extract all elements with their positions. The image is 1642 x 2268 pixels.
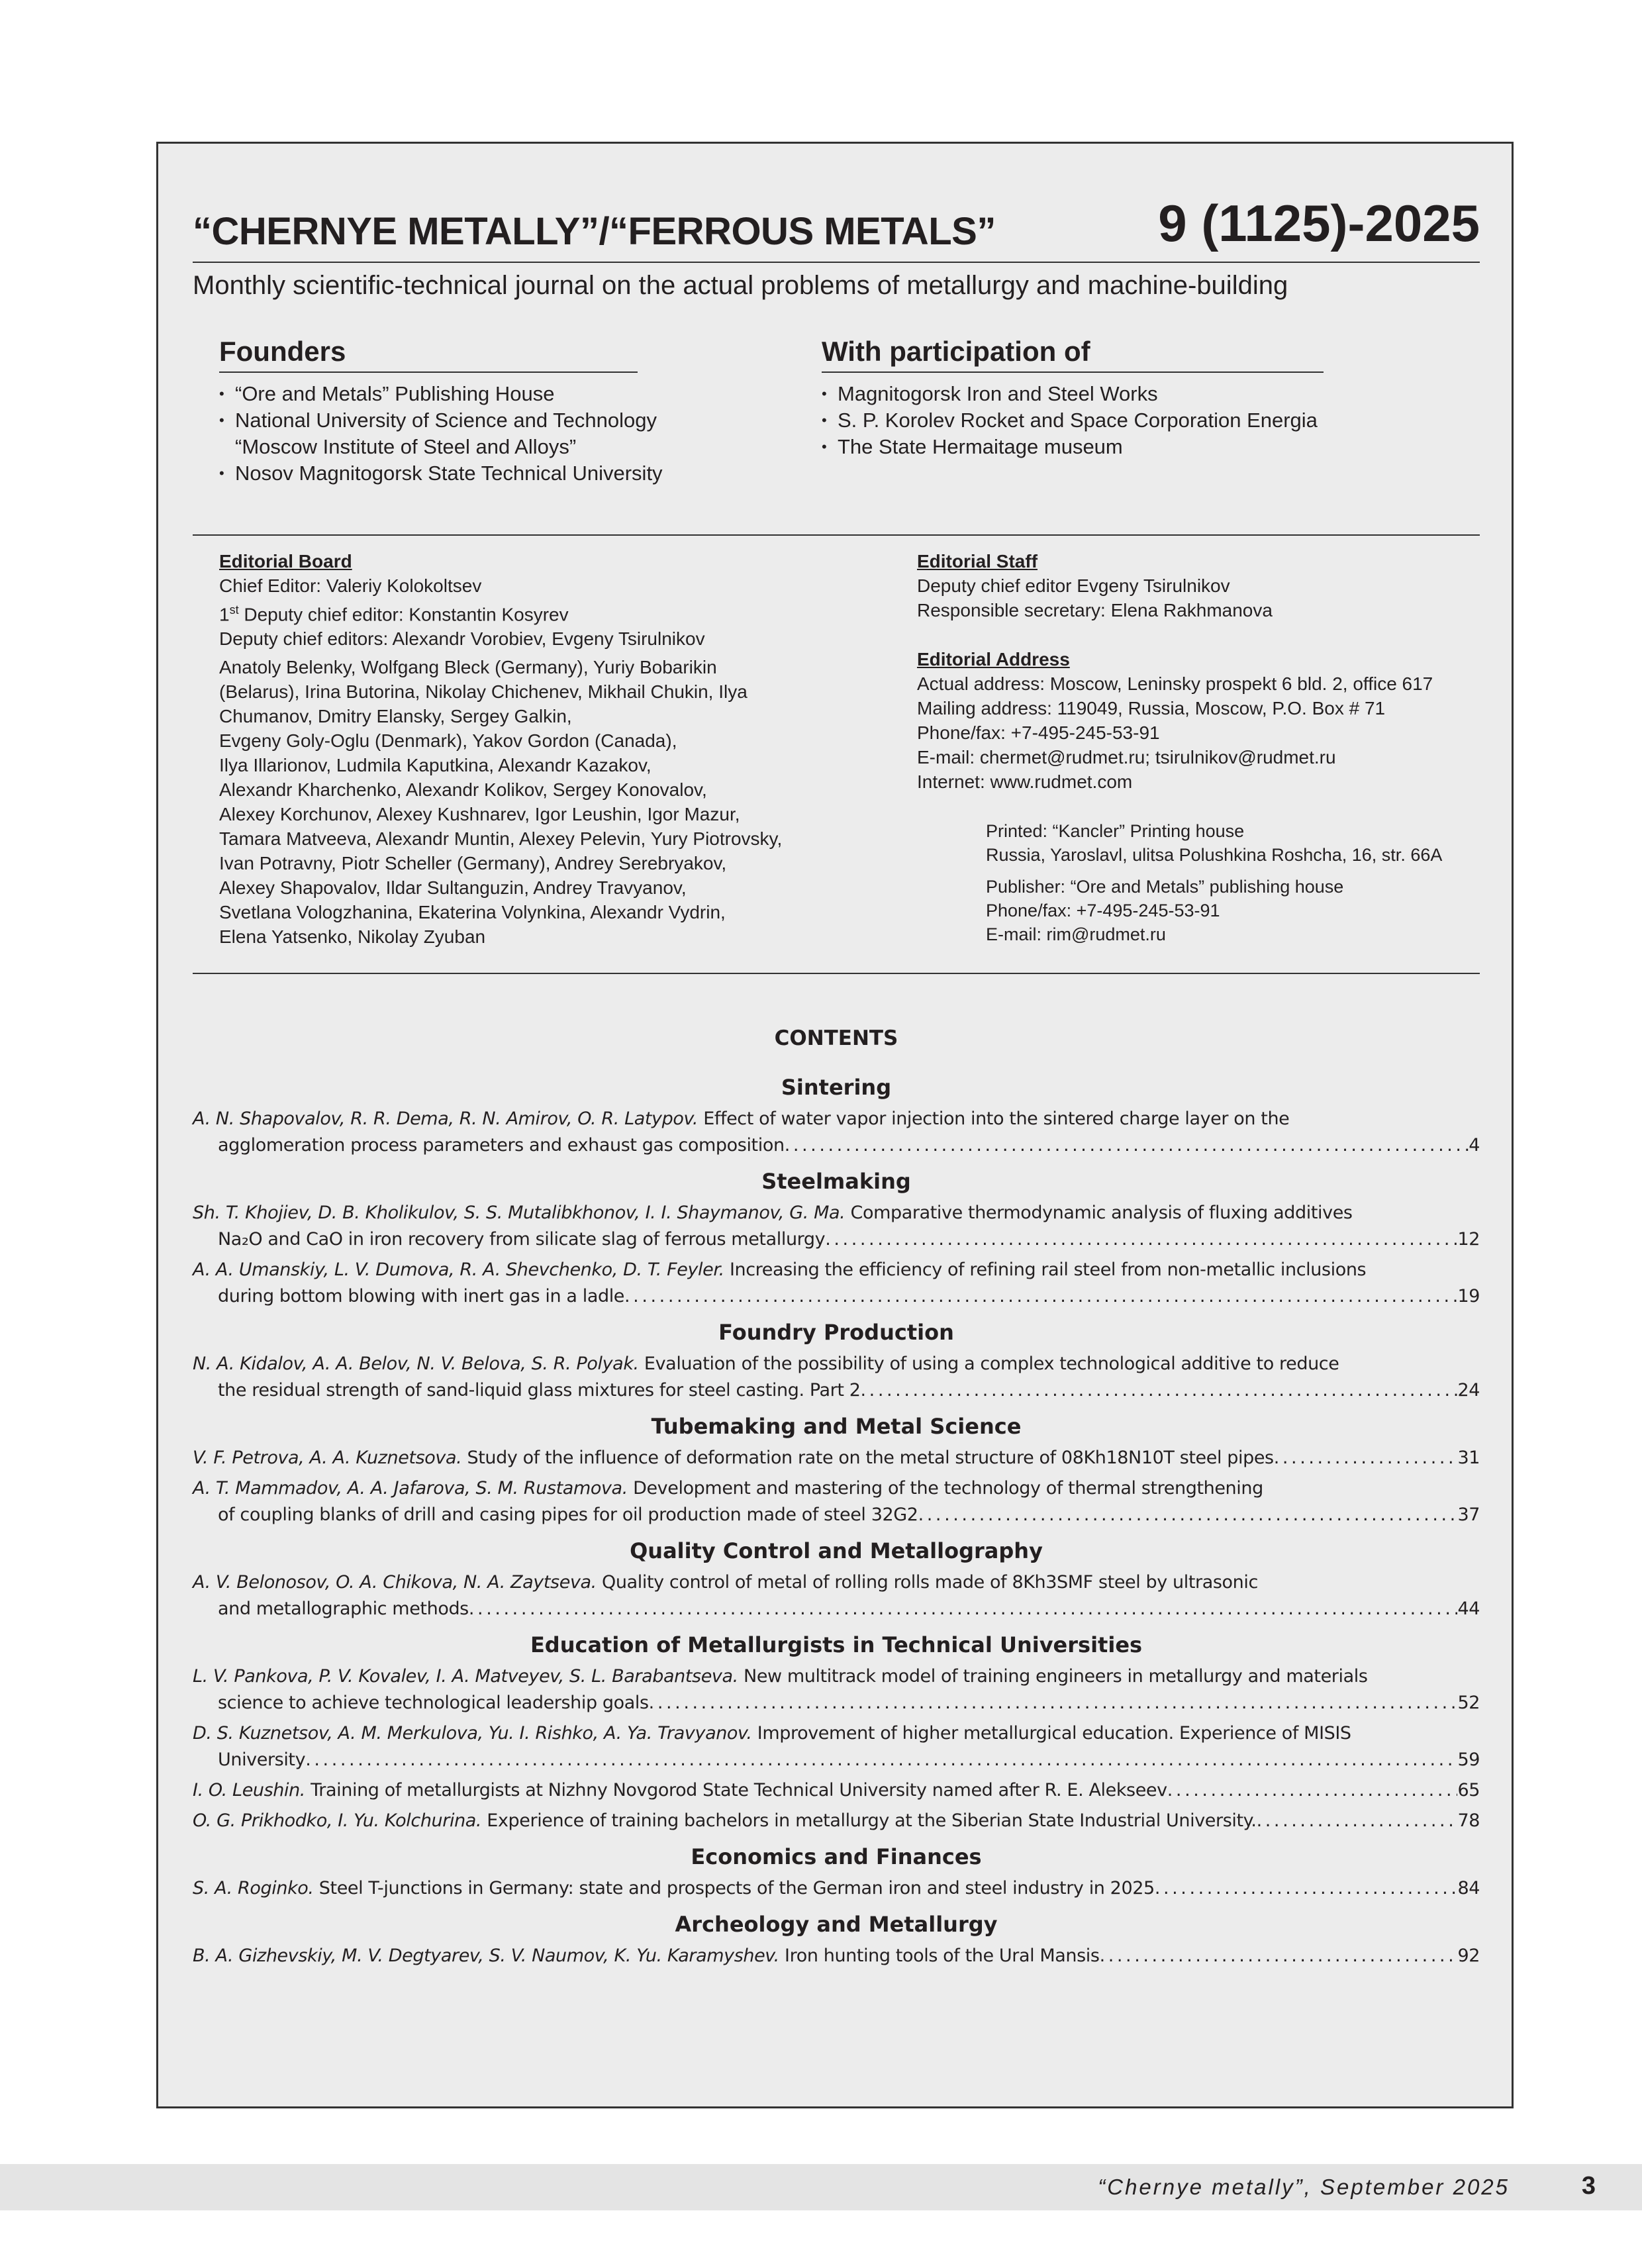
toc-entry[interactable] [193, 1943, 1480, 1969]
toc-entry-authors: O. G. Prikhodko, I. Yu. Kolchurina. [193, 1810, 482, 1831]
toc-section-heading: Quality Control and Metallography [630, 1538, 1043, 1563]
issue-number: 9 (1125)-2025 [1158, 194, 1480, 252]
toc-section-heading: Archeology and Metallurgy [675, 1912, 998, 1937]
editorial-address-title: Editorial Address [917, 649, 1070, 669]
toc-entry[interactable] [193, 1475, 1480, 1528]
first-deputy-editor: 1st Deputy chief editor: Konstantin Kosyrev [219, 603, 569, 625]
founders-list [219, 381, 789, 487]
publisher-info: Publisher: “Ore and Metals” publishing house Phone/fax: +7-495-245-53-91 E-mail: rim@rudmet.ru [986, 877, 1344, 944]
toc-entry-title-cont: science to achieve technological leadership goals [218, 1693, 649, 1713]
toc-entry-page: 37 [1457, 1504, 1480, 1525]
toc-entry-authors: S. A. Roginko. [193, 1878, 314, 1898]
toc-entry-page: 12 [1457, 1229, 1480, 1250]
toc-entry-page: 19 [1457, 1286, 1480, 1307]
toc-entry-authors: V. F. Petrova, A. A. Kuznetsova. [193, 1448, 462, 1468]
toc-leader-dots [469, 1596, 1458, 1622]
toc-leader-dots [1100, 1943, 1458, 1969]
founders-title: Founders [219, 336, 346, 367]
toc-entry-authors: L. V. Pankova, P. V. Kovalev, I. A. Matveyev, S. L. Barabantseva. [193, 1666, 738, 1687]
toc-entry-title: Improvement of higher metallurgical education. Experience of MISIS [751, 1723, 1351, 1744]
toc-leader-dots [918, 1502, 1458, 1528]
chief-editor: Chief Editor: Valeriy Kolokoltsev [219, 575, 482, 596]
toc-section-heading: Economics and Finances [691, 1844, 982, 1869]
section-rule-top [193, 534, 1480, 536]
toc-entry-authors: A. A. Umanskiy, L. V. Dumova, R. A. Shevchenko, D. T. Feyler. [193, 1259, 724, 1280]
founders-rule [219, 371, 638, 373]
toc-entry[interactable] [193, 1106, 1480, 1159]
toc-leader-dots [785, 1132, 1469, 1159]
toc-entry-title: Training of metallurgists at Nizhny Novgorod State Technical University named after R. E. Alekseev [305, 1780, 1167, 1800]
participation-title: With participation of [822, 336, 1090, 367]
participation-rule [822, 371, 1324, 373]
toc-body [193, 1069, 1480, 1969]
header-rule [193, 262, 1480, 263]
toc-entry-page: 31 [1457, 1448, 1480, 1468]
toc-entry-title-cont: and metallographic methods [218, 1599, 469, 1619]
journal-info-frame [156, 142, 1514, 2108]
toc-entry-title: Steel T-junctions in Germany: state and prospects of the German iron and steel industry in 2025 [313, 1878, 1155, 1898]
toc-entry-title-cont: Na₂O and CaO in iron recovery from silicate slag of ferrous metallurgy [218, 1229, 826, 1250]
section-rule-bottom [193, 973, 1480, 974]
journal-subtitle: Monthly scientific-technical journal on the actual problems of metallurgy and machine-building [193, 271, 1288, 300]
participant-item: • The State Hermaitage museum [822, 434, 1444, 460]
toc-entry-page: 78 [1457, 1810, 1480, 1831]
toc-entry-page: 4 [1469, 1135, 1480, 1156]
toc-leader-dots [825, 1226, 1457, 1253]
board-members: Anatoly Belenky, Wolfgang Bleck (Germany), Yuriy Bobarikin (Belarus), Irina Butorina, Nikolay Chichenev, Mikhail Chukin, Ilya Chumanov, Dmitry Elansky, Sergey Galkin, Evgeny Goly-Oglu (Denmark), Yakov Gordon (Canada), Ilya Illarionov, Ludmila Kaputkina, Alexandr Kazakov, Alexandr Kharchenko, Alexandr Kolikov, Sergey Konovalov, Alexey Korchunov, Alexey Kushnarev, Igor Leushin, Igor Mazur, Tamara Matveeva, Alexandr Muntin, Alexey Pelevin, Yury Piotrovsky, Ivan Potravny, Piotr Scheller (Germany), Andrey Serebryakov, Alexey Shapovalov, Ildar Sultanguzin, Andrey Travyanov, Svetlana Vologzhanina, Ekaterina Volynkina, Alexandr Vydrin, Elena Yatsenko, Nikolay Zyuban [219, 657, 783, 948]
participation-list [822, 381, 1444, 460]
toc-entry-title-cont: the residual strength of sand-liquid glass mixtures for steel casting. Part 2 [218, 1380, 861, 1401]
toc-entry[interactable] [193, 1569, 1480, 1622]
toc-entry-title: Study of the influence of deformation rate on the metal structure of 08Kh18N10T steel pipes [461, 1448, 1274, 1468]
toc-entry-authors: A. T. Mammadov, A. A. Jafarova, S. M. Rustamova. [193, 1478, 628, 1499]
founder-item: • “Ore and Metals” Publishing House [219, 381, 789, 407]
toc-entry-page: 52 [1457, 1693, 1480, 1713]
editorial-address: Editorial Address Actual address: Moscow, Leninsky prospekt 6 bld. 2, office 617 Mailing address: 119049, Russia, Moscow, P.O. Box # 71 Phone/fax: +7-495-245-53-91 E-mail: chermet@rudmet.ru; tsirulnikov@rudmet.ru Internet: www.rudmet.com [917, 647, 1500, 794]
editorial-board-title: Editorial Board [219, 551, 352, 571]
toc-entry-title: Iron hunting tools of the Ural Mansis [779, 1946, 1100, 1966]
page-number: 3 [1581, 2172, 1596, 2200]
toc-entry[interactable] [193, 1445, 1480, 1471]
footer-journal-date: “Chernye metally”, September 2025 [1098, 2175, 1510, 2199]
toc-entry-page: 24 [1457, 1380, 1480, 1401]
journal-title: “CHERNYE METALLY”/“FERROUS METALS” [193, 210, 996, 253]
table-of-contents [193, 1008, 1480, 1973]
toc-entry-authors: B. A. Gizhevskiy, M. V. Degtyarev, S. V. Naumov, K. Yu. Karamyshev. [193, 1946, 779, 1966]
editorial-board [219, 549, 855, 949]
toc-entry-authors: N. A. Kidalov, A. A. Belov, N. V. Belova, S. R. Polyak. [193, 1354, 639, 1374]
toc-entry-authors: Sh. T. Khojiev, D. B. Kholikulov, S. S. Mutalibkhonov, I. I. Shaymanov, G. Ma. [193, 1203, 845, 1223]
participant-item: • Magnitogorsk Iron and Steel Works [822, 381, 1444, 407]
toc-entry-authors: A. V. Belonosov, O. A. Chikova, N. A. Zaytseva. [193, 1572, 597, 1593]
contents-title: CONTENTS [774, 1026, 898, 1050]
participant-item: • S. P. Korolev Rocket and Space Corporation Energia [822, 407, 1444, 434]
toc-entry-title-cont: of coupling blanks of drill and casing pipes for oil production made of steel 32G2 [218, 1504, 918, 1525]
toc-leader-dots [649, 1690, 1458, 1716]
toc-entry-title-cont: University [218, 1750, 306, 1770]
toc-section-heading: Foundry Production [718, 1320, 954, 1345]
printing-house: Printed: “Kancler” Printing house Russia, Yaroslavl, ulitsa Polushkina Roshcha, 16, str. 66A [986, 821, 1443, 865]
editorial-staff-title: Editorial Staff [917, 551, 1038, 571]
toc-entry-page: 92 [1457, 1946, 1480, 1966]
toc-entry-title: Effect of water vapor injection into the sintered charge layer on the [698, 1109, 1290, 1129]
toc-entry-page: 65 [1457, 1780, 1480, 1800]
toc-entry-authors: D. S. Kuznetsov, A. M. Merkulova, Yu. I. Rishko, A. Ya. Travyanov. [193, 1723, 752, 1744]
toc-entry-page: 44 [1457, 1599, 1480, 1619]
founder-item: • National University of Science and Technology “Moscow Institute of Steel and Alloys” [219, 407, 789, 460]
toc-entry-title-cont: agglomeration process parameters and exhaust gas composition [218, 1135, 785, 1156]
toc-leader-dots [1155, 1875, 1458, 1902]
toc-section-heading: Sintering [781, 1075, 892, 1100]
deputy-editors: Deputy chief editors: Alexandr Vorobiev, Evgeny Tsirulnikov [219, 628, 705, 650]
toc-section-heading: Education of Metallurgists in Technical Universities [530, 1632, 1143, 1657]
toc-entry-title: New multitrack model of training engineers in metallurgy and materials [738, 1666, 1368, 1687]
toc-entry-title: Development and mastering of the technology of thermal strengthening [627, 1478, 1263, 1499]
toc-section-heading: Tubemaking and Metal Science [651, 1414, 1022, 1439]
toc-entry-authors: I. O. Leushin. [193, 1780, 305, 1800]
toc-entry-page: 84 [1457, 1878, 1480, 1898]
toc-entry[interactable] [193, 1257, 1480, 1310]
toc-entry[interactable] [193, 1875, 1480, 1902]
toc-leader-dots [861, 1377, 1458, 1404]
toc-section-heading: Steelmaking [761, 1169, 911, 1194]
founder-item: • Nosov Magnitogorsk State Technical University [219, 460, 789, 487]
toc-entry[interactable] [193, 1720, 1480, 1773]
toc-leader-dots [305, 1747, 1457, 1773]
toc-leader-dots [1257, 1808, 1458, 1834]
toc-leader-dots [624, 1283, 1457, 1310]
toc-entry-title: Evaluation of the possibility of using a complex technological additive to reduce [638, 1354, 1339, 1374]
toc-entry[interactable] [193, 1777, 1480, 1804]
toc-leader-dots [1167, 1777, 1458, 1804]
toc-entry[interactable] [193, 1351, 1480, 1404]
toc-entry-title: Increasing the efficiency of refining rail steel from non-metallic inclusions [724, 1259, 1367, 1280]
toc-entry-page: 59 [1457, 1750, 1480, 1770]
toc-entry-title: Comparative thermodynamic analysis of fluxing additives [845, 1203, 1353, 1223]
toc-entry[interactable] [193, 1663, 1480, 1716]
toc-entry[interactable] [193, 1200, 1480, 1253]
toc-entry-title: Experience of training bachelors in metallurgy at the Siberian State Industrial University. [481, 1810, 1257, 1831]
toc-leader-dots [1274, 1445, 1458, 1471]
toc-entry-title: Quality control of metal of rolling rolls made of 8Kh3SMF steel by ultrasonic [596, 1572, 1258, 1593]
toc-entry-title-cont: during bottom blowing with inert gas in a ladle [218, 1286, 625, 1307]
toc-entry[interactable] [193, 1808, 1480, 1834]
toc-entry-authors: A. N. Shapovalov, R. R. Dema, R. N. Amirov, O. R. Latypov. [193, 1109, 699, 1129]
editorial-staff: Editorial Staff Deputy chief editor Evgeny Tsirulnikov Responsible secretary: Elena Rakhmanova [917, 549, 1500, 622]
journal-header [193, 183, 1480, 263]
